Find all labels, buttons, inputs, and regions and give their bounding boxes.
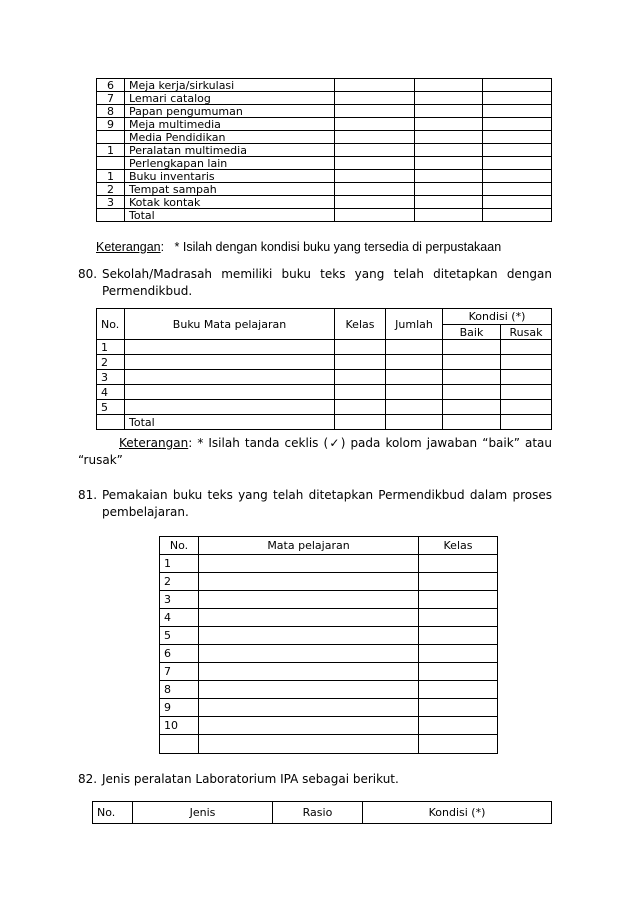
empty-cell [419,735,498,754]
q81-line2: pembelajaran. [102,505,189,519]
row-number: 6 [160,645,199,663]
row-number: 8 [97,105,125,118]
empty-cell [335,79,415,92]
row-item: Total [125,209,335,222]
empty-cell [199,573,419,591]
empty-cell [483,183,552,196]
empty-cell [386,385,443,400]
total-row [97,415,552,430]
row-number [97,209,125,222]
table-row [97,385,552,400]
row-number: 1 [97,144,125,157]
table-row [160,573,498,591]
row-number: 8 [160,681,199,699]
empty-cell [501,340,552,355]
empty-cell [419,591,498,609]
table-row [160,609,498,627]
table-row [160,717,498,735]
empty-cell [483,131,552,144]
table-row [97,183,552,196]
table-row [97,170,552,183]
table-row [97,118,552,131]
table-row [97,196,552,209]
empty-cell [199,555,419,573]
row-number: 3 [97,370,125,385]
row-item: Perlengkapan lain [125,157,335,170]
table-row [97,79,552,92]
table-row [97,131,552,144]
empty-cell [415,196,483,209]
row-number: 9 [160,699,199,717]
empty-cell [335,170,415,183]
row-item: Lemari catalog [125,92,335,105]
table-row [97,370,552,385]
empty-cell [335,157,415,170]
th-jenis: Jenis [133,802,273,824]
empty-cell [335,131,415,144]
table-row [160,699,498,717]
empty-cell [419,609,498,627]
empty-cell [483,209,552,222]
row-number: 4 [97,385,125,400]
row-number: 3 [160,591,199,609]
th-no: No. [160,537,199,555]
empty-cell [483,118,552,131]
empty-cell [199,735,419,754]
row-number [97,131,125,144]
table-row [160,735,498,754]
th-rusak: Rusak [501,325,552,340]
empty-cell [415,157,483,170]
empty-cell [501,400,552,415]
th-baik: Baik [443,325,501,340]
th-rasio: Rasio [273,802,363,824]
empty-cell [501,355,552,370]
th-kondisi: Kondisi (*) [443,309,552,325]
textbook-table [96,308,552,430]
q80-note-label: Keterangan [119,436,189,450]
empty-cell [419,717,498,735]
row-number: 10 [160,717,199,735]
empty-cell [415,183,483,196]
th-no: No. [93,802,133,824]
row-item: Tempat sampah [125,183,335,196]
empty-cell [386,415,443,430]
empty-cell [419,573,498,591]
empty-cell [419,555,498,573]
th-kondisi: Kondisi (*) [363,802,552,824]
q81-line1: Pemakaian buku teks yang telah ditetapkan Permendikbud dalam proses [102,488,552,502]
empty-cell [415,105,483,118]
empty-cell [335,400,386,415]
empty-cell [125,340,335,355]
row-number: 9 [97,118,125,131]
empty-cell [419,681,498,699]
empty-cell [386,400,443,415]
note-1-text: * Isilah dengan kondisi buku yang tersedia di perpustakaan [174,240,502,254]
q80-note-line1: Keterangan: * Isilah tanda ceklis (✓) pada kolom jawaban “baik” atau [119,436,552,450]
row-number: 2 [97,183,125,196]
row-number: 5 [97,400,125,415]
empty-cell [199,591,419,609]
table-row [160,627,498,645]
table-row [160,645,498,663]
empty-cell [335,105,415,118]
empty-cell [483,105,552,118]
row-number [160,735,199,754]
row-number: 4 [160,609,199,627]
empty-cell [335,92,415,105]
row-item: Media Pendidikan [125,131,335,144]
empty-cell [199,609,419,627]
row-number [97,157,125,170]
empty-cell [415,144,483,157]
empty-cell [199,699,419,717]
empty-cell [125,355,335,370]
empty-cell [386,355,443,370]
note-1: Keterangan: * Isilah dengan kondisi buku yang tersedia di perpustakaan [96,240,502,254]
th-kelas: Kelas [335,309,386,340]
empty-cell [483,79,552,92]
empty-cell [335,196,415,209]
table-row [97,355,552,370]
total-label: Total [125,415,335,430]
th-no: No. [97,309,125,340]
empty-cell [335,118,415,131]
th-mapel: Mata pelajaran [199,537,419,555]
empty-cell [199,717,419,735]
row-number: 6 [97,79,125,92]
empty-cell [199,663,419,681]
table-row [97,400,552,415]
table-row [97,340,552,355]
table-row [97,105,552,118]
empty-cell [386,340,443,355]
table-row [97,144,552,157]
row-number: 1 [97,170,125,183]
row-number: 2 [160,573,199,591]
table-row [97,157,552,170]
usage-table [159,536,498,754]
row-number: 7 [160,663,199,681]
empty-cell [501,415,552,430]
empty-cell [415,79,483,92]
table-row [97,92,552,105]
row-number: 1 [160,555,199,573]
table-row [160,555,498,573]
empty-cell [483,92,552,105]
empty-cell [335,415,386,430]
empty-cell [415,92,483,105]
empty-cell [199,645,419,663]
empty-cell [443,370,501,385]
empty-cell [483,170,552,183]
empty-cell [415,209,483,222]
empty-cell [443,340,501,355]
q80-line1: Sekolah/Madrasah memiliki buku teks yang telah ditetapkan dengan [102,267,552,281]
table-row [160,681,498,699]
empty-cell [419,645,498,663]
empty-cell [443,400,501,415]
empty-cell [415,118,483,131]
empty-cell [501,370,552,385]
row-number: 5 [160,627,199,645]
q82-text: Jenis peralatan Laboratorium IPA sebagai berikut. [102,772,399,786]
empty-cell [125,385,335,400]
row-item: Buku inventaris [125,170,335,183]
lab-table [92,801,552,824]
row-item: Papan pengumuman [125,105,335,118]
table-row [160,663,498,681]
row-item: Kotak kontak [125,196,335,209]
empty-cell [443,385,501,400]
empty-cell [199,627,419,645]
empty-cell [501,385,552,400]
th-buku: Buku Mata pelajaran [125,309,335,340]
empty-cell [415,131,483,144]
empty-cell [419,699,498,717]
empty-cell [419,663,498,681]
row-number: 2 [97,355,125,370]
row-item: Peralatan multimedia [125,144,335,157]
row-number: 1 [97,340,125,355]
empty-cell [419,627,498,645]
empty-cell [386,370,443,385]
empty-cell [415,170,483,183]
empty-cell [483,157,552,170]
q80-note-line2: “rusak” [78,453,123,467]
row-number: 3 [97,196,125,209]
table-row [160,591,498,609]
empty-cell [335,385,386,400]
empty-cell [335,340,386,355]
empty-cell [443,415,501,430]
th-jumlah: Jumlah [386,309,443,340]
empty-cell [97,415,125,430]
q81-number: 81. [78,488,98,502]
q80-number: 80. [78,267,98,281]
empty-cell [335,209,415,222]
q80-line2: Permendikbud. [102,284,193,298]
empty-cell [483,196,552,209]
empty-cell [199,681,419,699]
q82-number: 82. [78,772,98,786]
empty-cell [483,144,552,157]
note-1-label: Keterangan [96,240,161,254]
empty-cell [125,400,335,415]
facility-table [96,78,552,222]
empty-cell [335,355,386,370]
empty-cell [335,183,415,196]
row-item: Meja multimedia [125,118,335,131]
th-kelas: Kelas [419,537,498,555]
row-number: 7 [97,92,125,105]
empty-cell [335,370,386,385]
row-item: Meja kerja/sirkulasi [125,79,335,92]
empty-cell [443,355,501,370]
empty-cell [125,370,335,385]
table-row [97,209,552,222]
empty-cell [335,144,415,157]
